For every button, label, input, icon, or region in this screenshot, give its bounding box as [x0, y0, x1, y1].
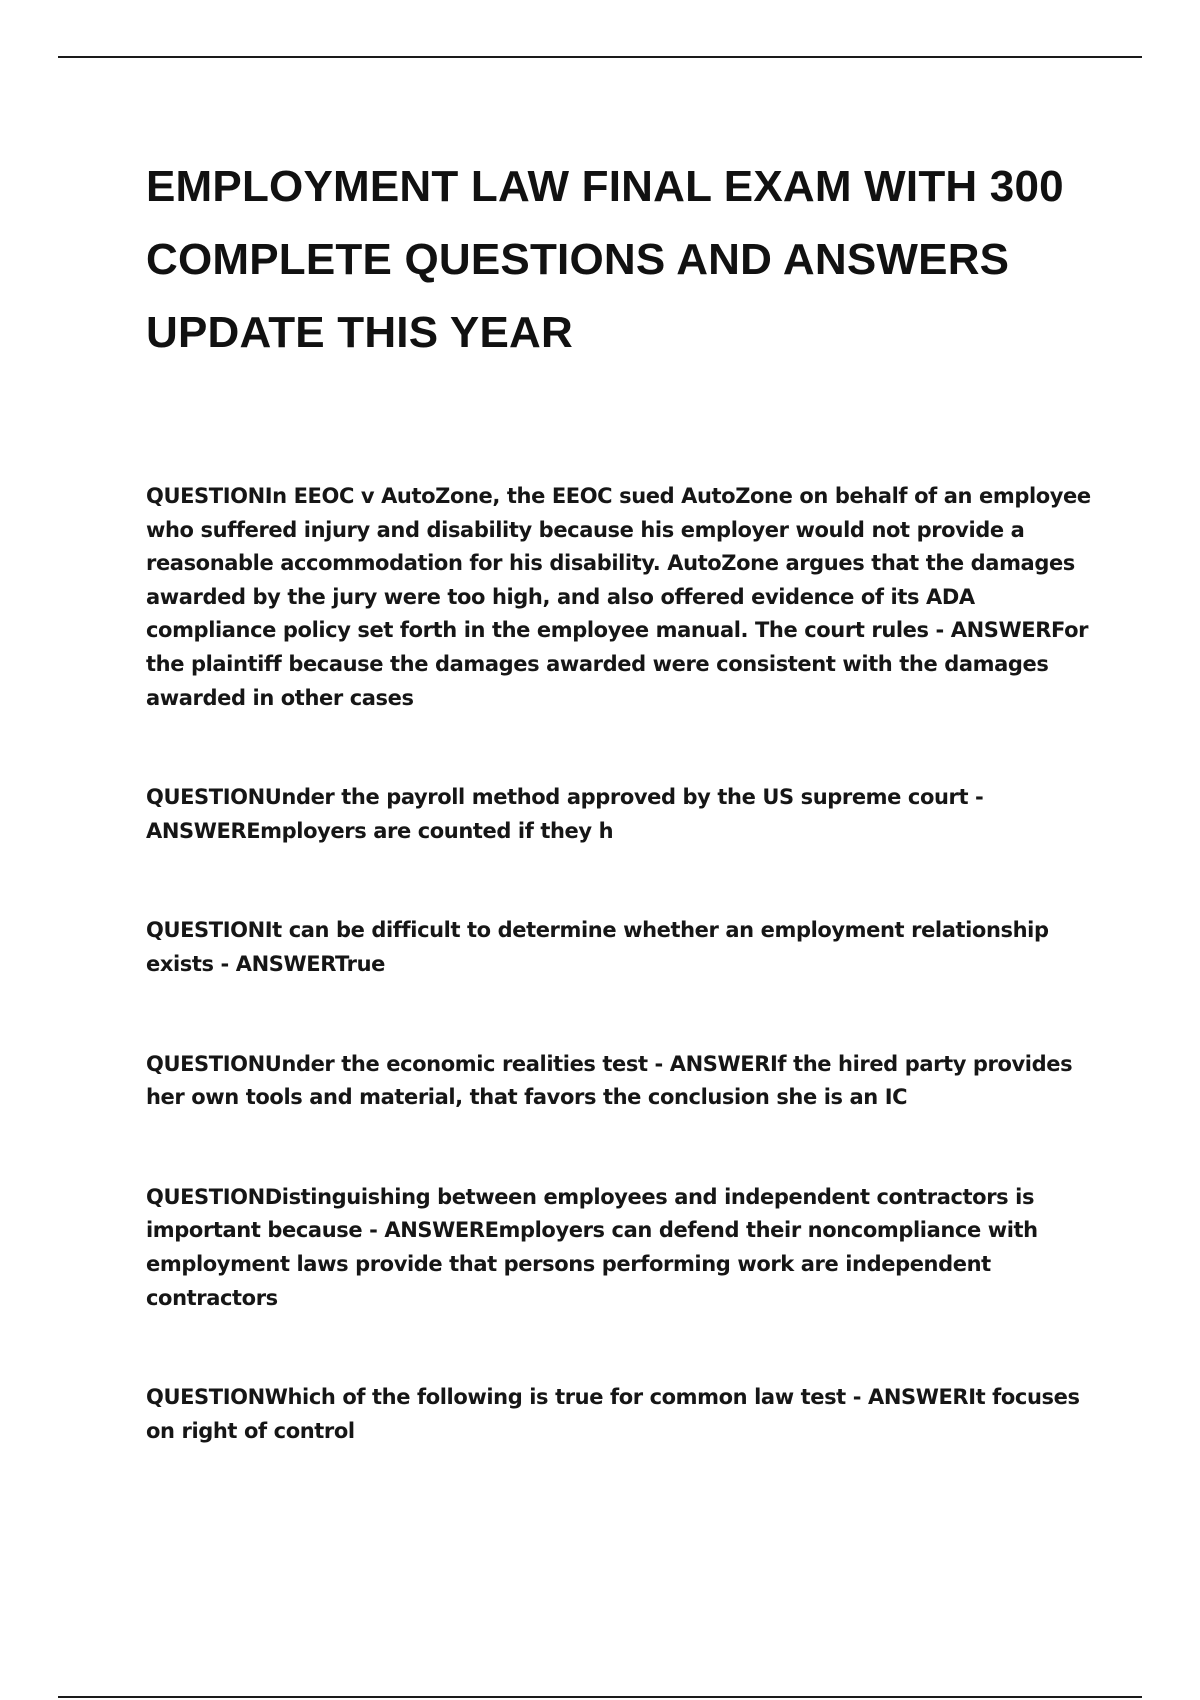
- answer-text: ANSWERTrue: [235, 951, 386, 976]
- answer-text: ANSWERIf the hired party provides her own tools and material, that favors the conclusion she is an IC: [146, 1051, 1073, 1110]
- qa-list: [146, 480, 1096, 1448]
- qa-item-2: [146, 781, 1096, 848]
- qa-item-3: [146, 914, 1096, 981]
- answer-text: ANSWERIt focuses on right of control: [146, 1385, 1080, 1443]
- question-text: QUESTIONIn EEOC v AutoZone, the EEOC sued AutoZone on behalf of an employee who suffered injury and disability because his employer would not provide a reasonable accommodation for his disability. AutoZone argues that the damages awarded by the jury were too high, and also offered evidence of its ADA compliance policy set forth in the employee manual. The court rules -: [146, 484, 1091, 643]
- question-text: QUESTIONDistinguishing between employees and independent contractors is important because -: [146, 1184, 1035, 1243]
- question-text: QUESTIONUnder the payroll method approved by the US supreme court -: [146, 785, 984, 810]
- question-text: QUESTIONWhich of the following is true for common law test -: [146, 1385, 868, 1410]
- qa-item-5: [146, 1181, 1096, 1315]
- answer-text: ANSWERFor the plaintiff because the damages awarded were consistent with the damages awarded in other cases: [146, 618, 1089, 710]
- document-title: EMPLOYMENT LAW FINAL EXAM WITH 300 COMPLETE QUESTIONS AND ANSWERS UPDATE THIS YEAR: [146, 162, 1064, 357]
- answer-text: ANSWEREmployers can defend their noncompliance with employment laws provide that persons performing work are independent contractors: [146, 1218, 1038, 1310]
- question-text: QUESTIONUnder the economic realities test -: [146, 1051, 670, 1076]
- bottom-divider: [58, 1696, 1142, 1698]
- answer-text: ANSWEREmployers are counted if they h: [146, 818, 614, 843]
- qa-item-6: [146, 1381, 1096, 1448]
- question-text: QUESTIONIt can be difficult to determine whether an employment relationship exists -: [146, 918, 1049, 976]
- qa-item-4: [146, 1048, 1096, 1115]
- qa-item-1: [146, 480, 1096, 715]
- top-divider: [58, 56, 1142, 58]
